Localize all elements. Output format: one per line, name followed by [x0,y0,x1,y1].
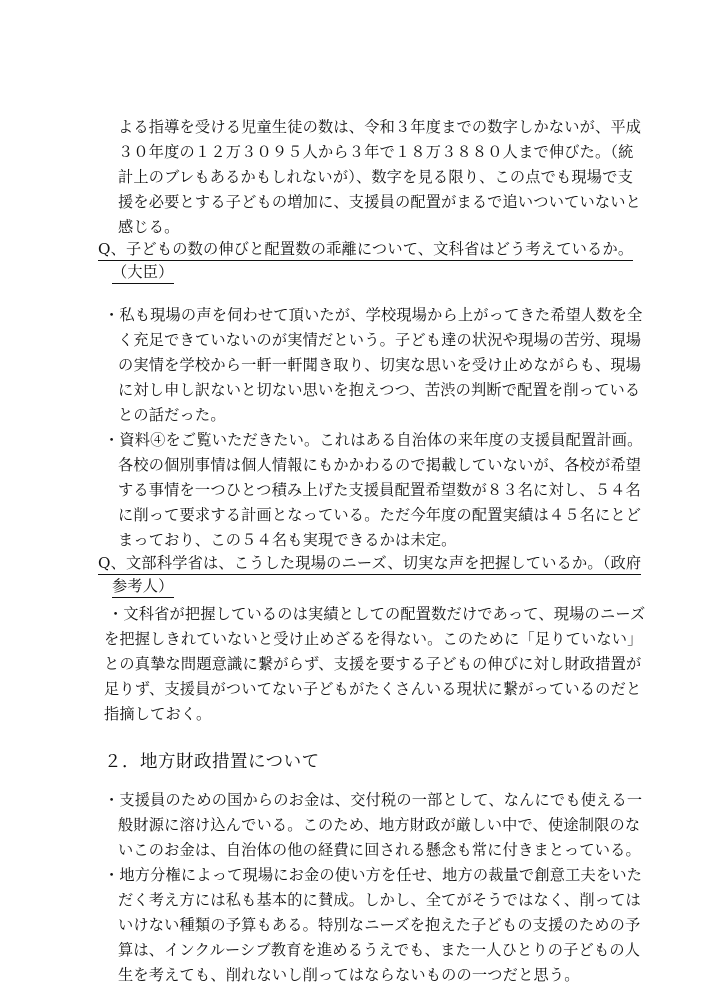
text-line: する事情を一つひとつ積み上げた支援員配置希望数が８３名に対し、５４名 [118,481,641,499]
text-line: く充足できていないのが実情だという。子ども達の状況や現場の苦労、現場 [118,331,642,349]
section-heading: ２．地方財政措置について [104,752,320,772]
text-line: いけない種類の予算もある。特別なニーズを抱えた子どもの支援のための予 [118,916,641,934]
text-line: に削って要求する計画となっている。ただ今年度の配置実績は４５名にとど [118,506,642,524]
question-line: Q、文部科学省は、こうした現場のニーズ、切実な声を把握しているか。（政府 [98,553,641,575]
text-line: 般財源に溶け込んでいる。このため、地方財政が厳しい中で、使途制限のな [118,816,641,834]
text-line: を把握しきれていないと受け止めざるを得ない。このために「足りていない」 [104,630,643,648]
text-line: 援を必要とする子どもの増加に、支援員の配置がまるで追いついていないと [118,193,642,211]
bullet-line: ・資料④をご覧いただきたい。これはある自治体の来年度の支援員配置計画。 [104,431,643,449]
text-line: よる指導を受ける児童生徒の数は、令和３年度までの数字しかないが、平成 [118,118,642,136]
bullet-line: ・私も現場の声を伺わせて頂いたが、学校現場から上がってきた希望人数を全 [104,306,643,324]
text-line: 生を考えても、削れないし削ってはならないものの一つだと思う。 [118,966,580,984]
text-line: ３０年度の１２万３０９５人から３年で１８万３８８０人まで伸びた。（統 [118,143,634,161]
question-line: Q、子どもの数の伸びと配置数の乖離について、文科省はどう考えているか。 [98,239,633,261]
bullet-line: ・支援員のための国からのお金は、交付税の一部として、なんにでも使える一 [104,791,643,809]
question-respondent: 参考人） [112,576,174,598]
text-line: との話だった。 [118,406,226,424]
text-line: 感じる。 [118,218,180,236]
text-line: 算は、インクルーシブ教育を進めるうえでも、また一人ひとりの子どもの人 [118,941,641,959]
text-line: 指摘しておく。 [104,705,212,723]
text-line: の実情を学校から一軒一軒聞き取り、切実な思いを受け止めながらも、現場 [118,356,642,374]
text-line: 各校の個別事情は個人情報にもかかわるので掲載していないが、各校が希望 [118,456,642,474]
text-line: との真摯な問題意識に繋がらず、支援を要する子どもの伸びに対し財政措置が [104,655,642,673]
text-line: 足りず、支援員がついてない子どもがたくさんいる現状に繋がっているのだと [104,680,642,698]
text-line: いこのお金は、自治体の他の経費に回される懸念も常に付きまとっている。 [118,841,641,859]
text-line: まっており、この５４名も実現できるかは未定。 [118,531,457,549]
bullet-line: ・地方分権によって現場にお金の使い方を任せ、地方の裁量で創意工夫をいた [104,866,643,884]
bullet-line: ・文科省が把握しているのは実績としての配置数だけであって、現場のニーズ [108,605,646,623]
text-line: に対し申し訳ないと切ない思いを抱えつつ、苦渋の判断で配置を削っている [118,381,641,399]
text-line: 計上のブレもあるかもしれないが）、数字を見る限り、この点でも現場で支 [118,168,633,186]
text-line: だく考え方には私も基本的に賛成。しかし、全てがそうではなく、削っては [118,891,641,909]
question-respondent: （大臣） [112,262,174,284]
